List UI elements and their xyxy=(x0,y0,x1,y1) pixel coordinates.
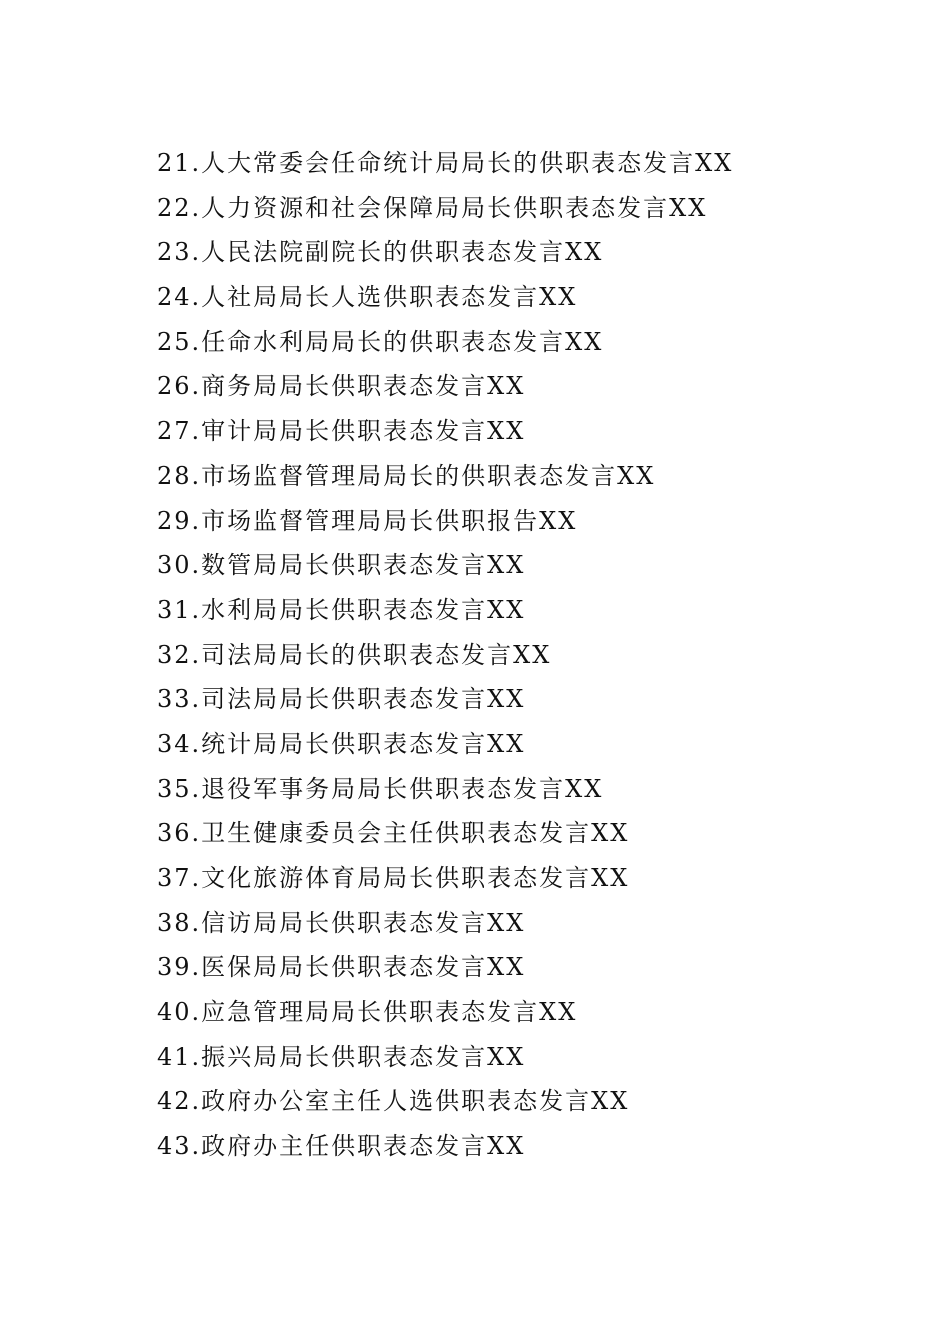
list-item: 22.人力资源和社会保障局局长供职表态发言XX xyxy=(157,193,708,222)
list-item: 26.商务局局长供职表态发言XX xyxy=(157,372,526,401)
list-item: 41.振兴局局长供职表态发言XX xyxy=(157,1042,526,1071)
list-item: 29.市场监督管理局局长供职报告XX xyxy=(157,506,578,535)
list-item: 38.信访局局长供职表态发言XX xyxy=(157,908,526,937)
list-item: 27.审计局局长供职表态发言XX xyxy=(157,417,526,446)
list-item: 40.应急管理局局长供职表态发言XX xyxy=(157,998,578,1027)
list-item: 24.人社局局长人选供职表态发言XX xyxy=(157,283,578,312)
list-item: 35.退役军事务局局长供职表态发言XX xyxy=(157,774,604,803)
list-item: 31.水利局局长供职表态发言XX xyxy=(157,595,526,624)
list-item: 25.任命水利局局长的供职表态发言XX xyxy=(157,327,604,356)
list-item: 21.人大常委会任命统计局局长的供职表态发言XX xyxy=(157,149,734,177)
list-item: 34.统计局局长供职表态发言XX xyxy=(157,729,526,758)
list-item: 37.文化旅游体育局局长供职表态发言XX xyxy=(157,864,630,892)
list-item: 36.卫生健康委员会主任供职表态发言XX xyxy=(157,819,630,848)
list-item: 23.人民法院副院长的供职表态发言XX xyxy=(157,238,604,267)
list-item: 42.政府办公室主任人选供职表态发言XX xyxy=(157,1087,630,1116)
toc-list xyxy=(157,141,877,1169)
list-item: 28.市场监督管理局局长的供职表态发言XX xyxy=(157,461,656,490)
list-item: 32.司法局局长的供职表态发言XX xyxy=(157,640,552,669)
list-item: 43.政府办主任供职表态发言XX xyxy=(157,1132,526,1161)
list-item: 39.医保局局长供职表态发言XX xyxy=(157,953,526,982)
list-item: 33.司法局局长供职表态发言XX xyxy=(157,685,526,714)
list-item: 30.数管局局长供职表态发言XX xyxy=(157,551,526,580)
